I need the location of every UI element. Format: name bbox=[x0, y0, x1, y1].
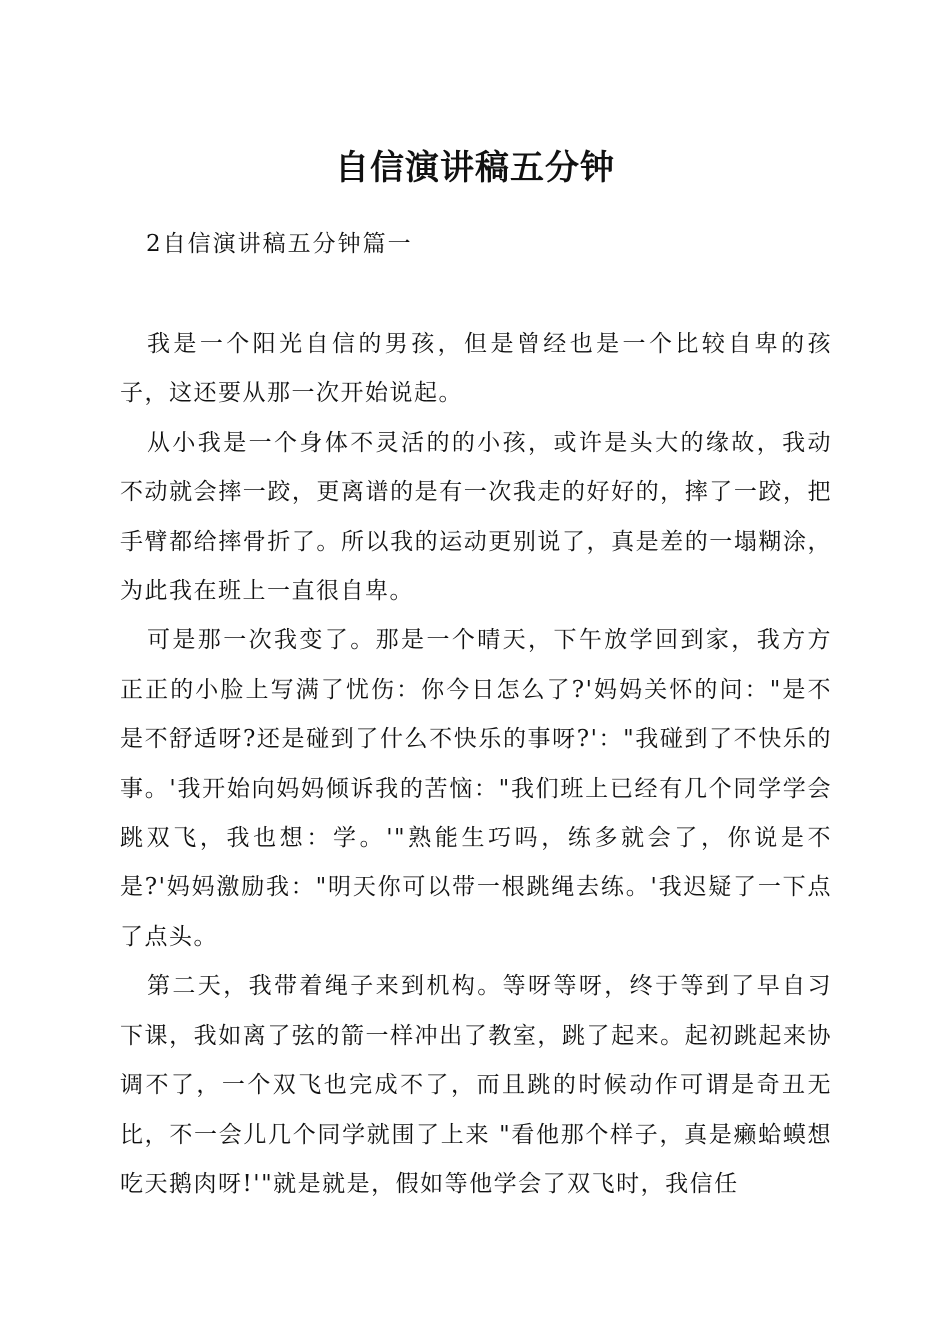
document-title: 自信演讲稿五分钟 bbox=[335, 148, 615, 188]
paragraph: 从小我是一个身体不灵活的的小孩，或许是头大的缘故，我动不动就会摔一跤，更离谱的是有一次我走的好好的，摔了一跤，把手臂都给摔骨折了。所以我的运动更别说了，真是差的一塌糊涂，为此我在班上一直很自卑。 bbox=[120, 429, 832, 605]
paragraph: 我是一个阳光自信的男孩，但是曾经也是一个比较自卑的孩子，这还要从那一次开始说起。 bbox=[120, 331, 832, 407]
document-subtitle: 2自信演讲稿五分钟篇一 bbox=[146, 231, 413, 257]
paragraph: 第二天，我带着绳子来到机构。等呀等呀，终于等到了早自习下课，我如离了弦的箭一样冲出了教室，跳了起来。起初跳起来协调不了，一个双飞也完成不了，而且跳的时候动作可谓是奇丑无比，不一会儿几个同学就围了上来 "看他那个样子，真是癞蛤蟆想吃天鹅肉呀!'"就是就是，假如等他学会了双飞时，我信任 bbox=[120, 973, 832, 1197]
paragraph: 可是那一次我变了。那是一个晴天，下午放学回到家，我方方正正的小脸上写满了忧伤：你今日怎么了?'妈妈关怀的问："是不是不舒适呀?还是碰到了什么不快乐的事呀?'："我碰到了不快乐的事。'我开始向妈妈倾诉我的苦恼："我们班上已经有几个同学学会跳双飞，我也想：学。'"熟能生巧吗，练多就会了，你说是不是?'妈妈激励我："明天你可以带一根跳绳去练。'我迟疑了一下点了点头。 bbox=[120, 627, 832, 950]
document-body bbox=[120, 320, 832, 1209]
